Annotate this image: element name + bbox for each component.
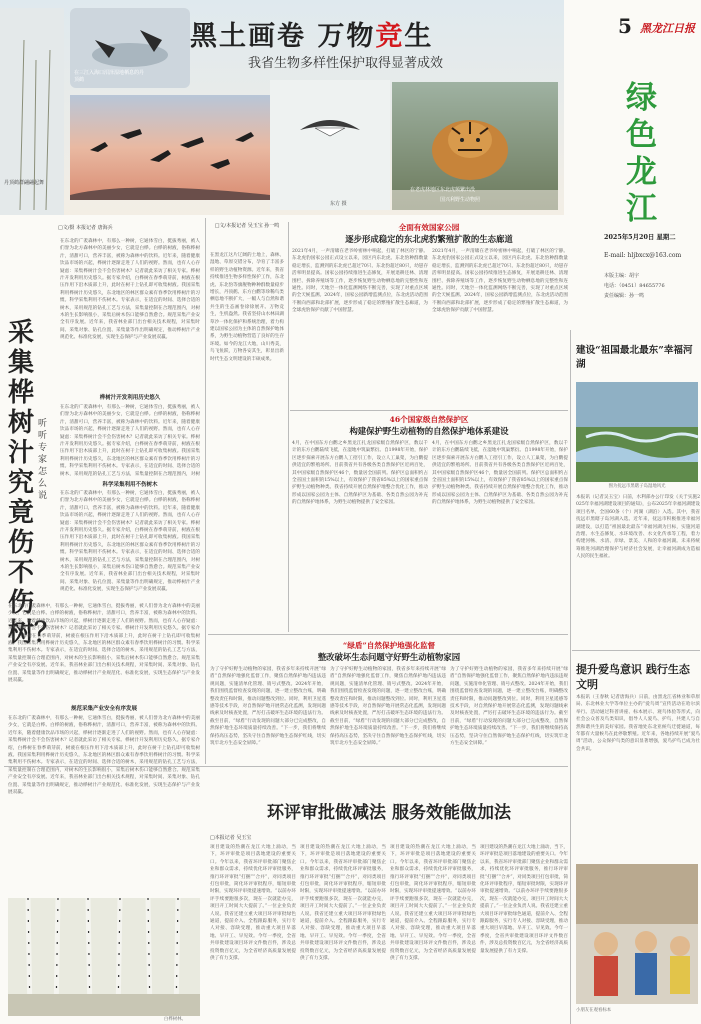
sidebar-bottom-title: 提升爱鸟意识 践行生态文明 <box>576 663 690 691</box>
bottom-body-3: 项目建设的热潮在龙江大地上涌动，当下，环评审批是项目落地建设的重要关口。今年以来，我省环评审批部门聚焦企业和群众需求，持续优化环评审批服务，推行环评审批“打捆”“合并”，对同类项目打包审批，简化环评审批程序，缩短审批时限，实现环评审批提速增效。“以前办环评手续要跑很多次，现在一次就能办完，项目开工时间大大提前了。”一位企业负责人说。我省还建立重大项目环评审批绿色通道，提前介入、全程跟踪服务，实行专人对接、容缺受理，推动重大项目早落地、早开工、早见效。今年一季度，全省共审批建设项目环评文件数百件，涉及总投资数百亿元，为全省经济高质量发展提供了有力支撑。 <box>390 845 476 962</box>
birch-forest-photo <box>8 898 200 1016</box>
banner-subtitle: 我省生物多样性保护取得显著成效 <box>248 56 444 71</box>
reserve-title: 构建保护野生动植物的自然保护地体系建设 <box>349 426 509 436</box>
banner-title: 黑土画卷 万物竞生 <box>190 21 434 52</box>
col2-body: 在黑龙江这片辽阔的土地上，森林、湿地、草原交错分布，孕育了丰富多样的野生动植物资源。近年来，我省持续推进生物多样性保护工作，东北虎、东北豹等旗舰物种种群数量稳步增长，丹顶鹤、东方白鹳等珍稀鸟类栖息地不断扩大，一幅人与自然和谐共生的生态画卷徐徐展开。万物竞生，生机盎然。我省坚持山水林田湖草沙一体化保护和系统治理，着力构建以国家公园为主体的自然保护地体系，为野生动植物营造了良好的生存环境。如今的龙江大地，山川秀美，鸟飞鱼跃，万物各安其生，彰显出新时代生态文明建设的丰硕成果。 <box>210 253 284 362</box>
top-banner <box>0 0 564 215</box>
npark-body-2: 2021年4月，一声清啸在老爷岭密林中响起，打破了林区的宁静。东北虎豹国家公园正式设立以来，园区内东北虎、东北豹种群数量稳定增长，监测到的东北虎已超过70只、东北豹超过80只，幼崽存活率明显提高。国家公园持续推进生态修复，开展退耕还林、清理围栏、拆除养殖场等工作，逐步恢复野生动物栖息地的完整性和连通性。同时，天地空一体化监测网络不断完善，实现了对重点区域的全天候监测。2024年，国家公园新增监测点位，东北虎活动范围不断向西部和北部扩展，逐步形成了稳定的繁殖扩散生态廊道，为全球虎豹保护贡献了中国智慧。 <box>432 249 568 314</box>
birdwatch-photo <box>576 864 698 1004</box>
reserve-kicker: 46个国家级自然保护区 <box>389 415 469 424</box>
left-section-3: 规范采集产业安全有序发展 <box>70 706 137 712</box>
bottom-title: 环评审批做减法 服务效能做加法 <box>267 803 511 823</box>
page-number: 5 <box>618 14 632 38</box>
reserve-article <box>290 412 568 632</box>
left-body-4: 在东北的广袤森林中，有那么一种树，它通体雪白，挺拔秀丽，被人们誉为北方森林中的美丽少女，它就是白桦。白桦的树液，俗称桦树汁，清甜可口，营养丰富，被称为森林中的饮料。近年来，随着健康饮品市场的兴起，桦树汁逐渐走进了人们的视野。然而，也有人心存疑虑：采集桦树汁会不会伤害树木？记者就此采访了相关专家。桦树汁开发利用历史悠久。据专家介绍，白桦树在春季萌芽前，树液在根压作用下沿木质部上升，此时在树干上钻孔即可收集树液。我国采集利用桦树汁历史悠久，东北地区的林区群众素有春季饮用桦树汁的习惯。科学采集利用不伤树木。专家表示，在适宜的时间、选择合适的树木，采用规范的钻孔工艺与方法，采集量控制在合理范围内，对树木的生长影响很小，采集后树木伤口能够自然愈合。规范采集产业安全有序发展。近年来，我省林业部门出台相关技术规程，对采集时间、采集对象、钻孔位置、采集量等作出明确规定，推动桦树汁产业规范化、标准化发展，实现生态保护与产业发展双赢。 <box>8 604 200 684</box>
npark-kicker: 全面有效国家公园 <box>398 223 460 232</box>
green-body-2: 为了守护好野生动植物的家园，我省多年来持续开展“绿盾”自然保护地强化监督工作，聚焦自然保护地内违法违规问题，实施清单化管理、销号式整改。2024年开始，我们围绕监督检查发现的问题，逐一建立整改台账，明确整改责任和时限，推动问题整改到位。同时，利用卫星遥感等技术手段，对自然保护地开展常态化监测，发现问题线索及时核查处置，严厉打击破坏生态环境的违法行为。截至目前，“绿盾”行动发现的问题大部分已完成整改，自然保护地生态环境质量持续改善。“下一步，我们将继续保持高压态势，坚决守住自然保护地生态保护红线，切实筑牢北方生态安全屏障。” <box>330 667 446 747</box>
left-section-1: 桦树汁开发利用历史悠久 <box>99 395 161 401</box>
left-body-2: 在东北的广袤森林中，有那么一种树，它通体雪白，挺拔秀丽，被人们誉为北方森林中的美丽少女，它就是白桦。白桦的树液，俗称桦树汁，清甜可口，营养丰富，被称为森林中的饮料。近年来，随着健康饮品市场的兴起，桦树汁逐渐走进了人们的视野。然而，也有人心存疑虑：采集桦树汁会不会伤害树木？记者就此采访了相关专家。桦树汁开发利用历史悠久。据专家介绍，白桦树在春季萌芽前，树液在根压作用下沿木质部上升，此时在树干上钻孔即可收集树液。我国采集利用桦树汁历史悠久，东北地区的林区群众素有春季饮用桦树汁的习惯。科学采集利用不伤树木。专家表示，在适宜的时间、选择合适的树木，采用规范的钻孔工艺与方法，采集量控制在合理范围内，对树 <box>60 405 200 476</box>
green-shield-article <box>208 636 570 764</box>
reserve-body-1: 4月，在中国东方白鹳之乡黑龙江扎龙国家级自然保护区，数以千计的东方白鹳陆续飞抵，在湿地中筑巢繁衍。自1998年开始，保护区逐步探索开展东方白鹳人工招引工作，设立人工巢架，为白鹳提供适宜的繁殖场所。目前我省共有各级各类自然保护区近两百处，其中国家级自然保护区46个，数量居全国前列。保护区总面积约占全省国土面积的15%以上，有效保护了我省85%以上的国家重点保护野生动植物种类。我省持续开展自然保护地整合优化工作，推动形成以国家公园为主体、自然保护区为基础、各类自然公园为补充的自然保护地体系，为野生动植物提供了安全家园。 <box>292 441 428 506</box>
phone: 电话：（0451）84655776 <box>604 283 665 289</box>
green-kicker: “绿盾”自然保护地强化监督 <box>342 641 436 650</box>
reserve-body-2: 4月，在中国东方白鹳之乡黑龙江扎龙国家级自然保护区，数以千计的东方白鹳陆续飞抵，在湿地中筑巢繁衍。自1998年开始，保护区逐步探索开展东方白鹳人工招引工作，设立人工巢架，为白鹳提供适宜的繁殖场所。目前我省共有各级各类自然保护区近两百处，其中国家级自然保护区46个，数量居全国前列。保护区总面积约占全省国土面积的15%以上，有效保护了我省85%以上的国家重点保护野生动植物种类。我省持续开展自然保护地整合优化工作，推动形成以国家公园为主体、自然保护区为基础、各类自然公园为补充的自然保护地体系，为野生动植物提供了安全家园。 <box>432 441 568 506</box>
sidebar-article-top <box>572 330 701 650</box>
caption-left: 丹顶鹤群翩翩起舞 <box>4 180 45 186</box>
npark-title: 逐步形成稳定的东北虎豹繁殖扩散的生态廊道 <box>345 234 513 244</box>
left-article <box>4 218 204 1024</box>
npark-body-1: 2021年4月，一声清啸在老爷岭密林中响起，打破了林区的宁静。东北虎豹国家公园正式设立以来，园区内东北虎、东北豹种群数量稳定增长，监测到的东北虎已超过70只、东北豹超过80只，幼崽存活率明显提高。国家公园持续推进生态修复，开展退耕还林、清理围栏、拆除养殖场等工作，逐步恢复野生动物栖息地的完整性和连通性。同时，天地空一体化监测网络不断完善，实现了对重点区域的全天候监测。2024年，国家公园新增监测点位，东北虎活动范围不断向西部和北部扩展，逐步形成了稳定的繁殖扩散生态廊道，为全球虎豹保护贡献了中国智慧。 <box>292 249 428 314</box>
section-title: 绿色龙江 <box>626 80 657 227</box>
bottom-article <box>208 768 570 1024</box>
sidebar-top-title: 建设“祖国最北最东”幸福河湖 <box>576 345 693 370</box>
sidebar-bottom-body: 本报讯（王春秋 记者唐海兵）日前，由黑龙江省林业和草原局、东北林业大学等单位主办的“爱鸟周”宣传活动在哈尔滨举行。活动通过科普讲座、标本展示、观鸟体验等形式，向社会公众普及鸟类知识，倡导人人爱鸟、护鸟，共建人与自然和谐共生的美好家园。我省地处东北亚候鸟迁徙通道，每年都有大量候鸟在此停歇繁殖。近年来，各地持续开展“爱鸟周”活动，公众保护鸟类的意识显著增强，爱鸟护鸟已成为社会共识。 <box>576 695 700 752</box>
contact-email: E-mail: hljbxcx@163.com <box>604 252 682 259</box>
green-body-3: 为了守护好野生动植物的家园，我省多年来持续开展“绿盾”自然保护地强化监督工作，聚焦自然保护地内违法违规问题，实施清单化管理、销号式整改。2024年开始，我们围绕监督检查发现的问题，逐一建立整改台账，明确整改责任和时限，推动问题整改到位。同时，利用卫星遥感等技术手段，对自然保护地开展常态化监测，发现问题线索及时核查处置，严厉打击破坏生态环境的违法行为。截至目前，“绿盾”行动发现的问题大部分已完成整改，自然保护地生态环境质量持续改善。“下一步，我们将继续保持高压态势，坚决守住自然保护地生态保护红线，切实筑牢北方生态安全屏障。” <box>450 667 568 747</box>
col2-byline: □文/本报记者 吴玉宝 孙一鸣 <box>214 223 280 229</box>
left-body-3: 在东北的广袤森林中，有那么一种树，它通体雪白，挺拔秀丽，被人们誉为北方森林中的美丽少女，它就是白桦。白桦的树液，俗称桦树汁，清甜可口，营养丰富，被称为森林中的饮料。近年来，随着健康饮品市场的兴起，桦树汁逐渐走进了人们的视野。然而，也有人心存疑虑：采集桦树汁会不会伤害树木？记者就此采访了相关专家。桦树汁开发利用历史悠久。据专家介绍，白桦树在春季萌芽前，树液在根压作用下沿木质部上升，此时在树干上钻孔即可收集树液。我国采集利用桦树汁历史悠久，东北地区的林区群众素有春季饮用桦树汁的习惯。科学采集利用不伤树木。专家表示，在适宜的时间、选择合适的树木，采用规范的钻孔工艺与方法，采集量控制在合理范围内，对树木的生长影响很小，采集后树木伤口能够自然愈合。规范采集产业安全有序发展。近年来，我省林业部门出台相关技术规程，对采集时间、采集对象、钻孔位置、采集量等作出明确规定，推动桦树汁产业规范化、标准化发展，实现生态保护与产业发展双赢。 <box>60 491 200 593</box>
bottom-body-4: 项目建设的热潮在龙江大地上涌动，当下，环评审批是项目落地建设的重要关口。今年以来，我省环评审批部门聚焦企业和群众需求，持续优化环评审批服务，推行环评审批“打捆”“合并”，对同类项目打包审批，简化环评审批程序，缩短审批时限，实现环评审批提速增效。“以前办环评手续要跑很多次，现在一次就能办完，项目开工时间大大提前了。”一位企业负责人说。我省还建立重大项目环评审批绿色通道，提前介入、全程跟踪服务，实行专人对接、容缺受理，推动重大项目早落地、早开工、早见效。今年一季度，全省共审批建设项目环评文件数百件，涉及总投资数百亿元，为全省经济高质量发展提供了有力支撑。 <box>480 845 568 954</box>
bottom-body-2: 项目建设的热潮在龙江大地上涌动，当下，环评审批是项目落地建设的重要关口。今年以来，我省环评审批部门聚焦企业和群众需求，持续优化环评审批服务，推行环评审批“打捆”“合并”，对同类项目打包审批，简化环评审批程序，缩短审批时限，实现环评审批提速增效。“以前办环评手续要跑很多次，现在一次就能办完，项目开工时间大大提前了。”一位企业负责人说。我省还建立重大项目环评审批绿色通道，提前介入、全程跟踪服务，实行专人对接、容缺受理，推动重大项目早落地、早开工、早见效。今年一季度，全省共审批建设项目环评文件数百件，涉及总投资数百亿元，为全省经济高质量发展提供了有力支撑。 <box>300 845 386 962</box>
left-body-1: 在东北的广袤森林中，有那么一种树，它通体雪白，挺拔秀丽，被人们誉为北方森林中的美丽少女，它就是白桦。白桦的树液，俗称桦树汁，清甜可口，营养丰富，被称为森林中的饮料。近年来，随着健康饮品市场的兴起，桦树汁逐渐走进了人们的视野。然而，也有人心存疑虑：采集桦树汁会不会伤害树木？记者就此采访了相关专家。桦树汁开发利用历史悠久。据专家介绍，白桦树在春季萌芽前，树液在根压作用下沿木质部上升，此时在树干上钻孔即可收集树液。我国采集利用桦树汁历史悠久，东北地区的林区群众素有春季饮用桦树汁的习惯。科学采集利用不伤树木。专家表示，在适宜的时间、选择合适的树木，采用规范的钻孔工艺与方法，采集量控制在合理范围内，对树木的生长影响很小，采集后树木伤口能够自然愈合。规范采集产业安全有序发展。近年来，我省林业部门出台相关技术规程，对采集时间、采集对象、钻孔位置、采集量等作出明确规定，推动桦树汁产业规范化、标准化发展，实现生态保护与产业发展双赢。 <box>60 239 200 341</box>
masthead <box>568 0 701 340</box>
sidebar-article-bottom <box>572 652 701 1024</box>
sidebar-top-caption: 图为抚远市黑瞎子岛湿地风光 <box>608 484 666 489</box>
left-body-5: 在东北的广袤森林中，有那么一种树，它通体雪白，挺拔秀丽，被人们誉为北方森林中的美丽少女，它就是白桦。白桦的树液，俗称桦树汁，清甜可口，营养丰富，被称为森林中的饮料。近年来，随着健康饮品市场的兴起，桦树汁逐渐走进了人们的视野。然而，也有人心存疑虑：采集桦树汁会不会伤害树木？记者就此采访了相关专家。桦树汁开发利用历史悠久。据专家介绍，白桦树在春季萌芽前，树液在根压作用下沿木质部上升，此时在树干上钻孔即可收集树液。我国采集利用桦树汁历史悠久，东北地区的林区群众素有春季饮用桦树汁的习惯。科学采集利用不伤树木。专家表示，在适宜的时间、选择合适的树木，采用规范的钻孔工艺与方法，采集量控制在合理范围内，对树木的生长影响很小，采集后树木伤口能够自然愈合。规范采集产业安全有序发展。近年来，我省林业部门出台相关技术规程，对采集时间、采集对象、钻孔位置、采集量等作出明确规定，推动桦树汁产业规范化、标准化发展，实现生态保护与产业发展双赢。 <box>8 716 200 796</box>
col2-article <box>208 222 286 632</box>
left-section-2: 科学采集利用不伤树木 <box>102 482 158 488</box>
left-article-title: 采集桦树汁究竟伤不伤树？ <box>8 318 61 648</box>
bottom-body-1: 项目建设的热潮在龙江大地上涌动，当下，环评审批是项目落地建设的重要关口。今年以来，我省环评审批部门聚焦企业和群众需求，持续优化环评审批服务，推行环评审批“打捆”“合并”，对同类项目打包审批，简化环评审批程序，缩短审批时限，实现环评审批提速增效。“以前办环评手续要跑很多次，现在一次就能办完，项目开工时间大大提前了。”一位企业负责人说。我省还建立重大项目环评审批绿色通道，提前介入、全程跟踪服务，实行专人对接、容缺受理，推动重大项目早落地、早开工、早见效。今年一季度，全省共审批建设项目环评文件数百件，涉及总投资数百亿元，为全省经济高质量发展提供了有力支撑。 <box>210 845 296 962</box>
sidebar-top-body: 本报讯（记者吴玉宝）日前，水利部办公厅印发《关于实施2025年幸福河湖建设项目的通知》，公布2025年幸福河湖建设项目名单，全国60条（个）河湖（湖泊）入选。其中，我省抚远市黑瞎子岛河湖入选。近年来，抚远市积极推进幸福河湖建设，以打造“祖国最北最东”幸福河湖为目标，实施河道治理、水生态修复、水环境改善、水文化传承等工程，着力构建河畅、水清、岸绿、景美、人和的幸福河湖。未来将统筹推进河湖治理保护与经济社会发展，让幸福河湖成为造福人民的民生福祉。 <box>576 495 700 560</box>
left-article-subtitle: 听听专家怎么说 <box>38 419 48 501</box>
left-byline: □文/摄 本报记者 唐海兵 <box>58 225 113 231</box>
green-body-1: 为了守护好野生动植物的家园，我省多年来持续开展“绿盾”自然保护地强化监督工作，聚焦自然保护地内违法违规问题，实施清单化管理、销号式整改。2024年开始，我们围绕监督检查发现的问题，逐一建立整改台账，明确整改责任和时限，推动问题整改到位。同时，利用卫星遥感等技术手段，对自然保护地开展常态化监测，发现问题线索及时核查处置，严厉打击破坏生态环境的违法行为。截至目前，“绿盾”行动发现的问题大部分已完成整改，自然保护地生态环境质量持续改善。“下一步，我们将继续保持高压态势，坚决守住自然保护地生态保护红线，切实筑牢北方生态安全屏障。” <box>210 667 326 747</box>
green-title: 整改破坏生态问题守好野生动植物家园 <box>317 652 461 662</box>
bottom-byline: □本报记者 吴玉宝 <box>210 835 252 841</box>
issue-date: 2025年5月20日 星期二 <box>604 233 676 241</box>
left-photo-caption: 白桦树林。 <box>164 1017 186 1022</box>
national-park-article <box>290 218 568 408</box>
editor: 本版主编：胡宇 <box>604 273 640 279</box>
paper-name: 黑龙江日报 <box>640 22 695 35</box>
designer: 责任编辑：孙一鸣 <box>604 293 645 299</box>
caption-right: 在老虎林地区东北虎频繁出没 <box>410 187 476 193</box>
caption-right-credit: 国兴利野生动物照 <box>440 197 481 203</box>
flying-crane-photo <box>270 80 390 210</box>
wetland-photo <box>576 382 698 482</box>
sidebar-bottom-caption: 小朋友在观看标本 <box>576 1008 612 1013</box>
photo-credit: 东方 摄 <box>330 201 347 207</box>
caption-topleft: 在三江入海口沼泽湿地栖息的丹顶鹤 <box>74 70 145 83</box>
